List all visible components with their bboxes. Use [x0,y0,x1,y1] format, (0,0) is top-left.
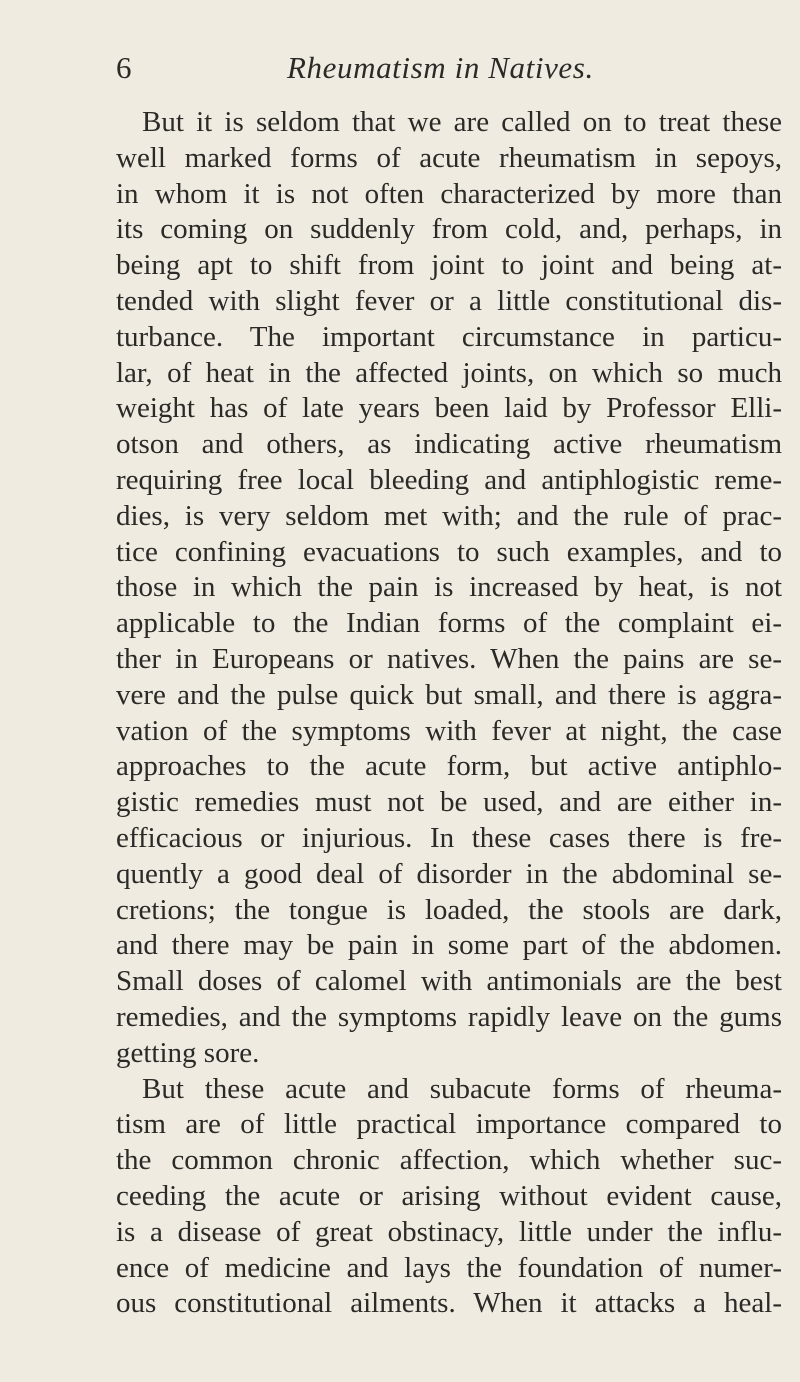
text-line: in whom it is not often characterized by more than [116,177,782,210]
text-line: tice confining evacuations to such examples, and to [116,535,782,568]
text-line: remedies, and the symptoms rapidly leave on the gums [116,1000,782,1033]
text-line: vere and the pulse quick but small, and there is aggra- [116,678,782,711]
text-line: quently a good deal of disorder in the abdominal se- [116,857,782,890]
text-line: vation of the symptoms with fever at night, the case [116,714,782,747]
paragraph-1 [116,105,782,1072]
page-header [0,46,800,90]
text-line: cretions; the tongue is loaded, the stools are dark, [116,893,782,926]
text-line: those in which the pain is increased by heat, is not [116,571,782,604]
text-line: tended with slight fever or a little constitutional dis- [116,284,782,317]
text-line: approaches to the acute form, but active antiphlo- [116,750,782,783]
text-line: But it is seldom that we are called on to treat these [142,106,782,138]
text-line: requiring free local bleeding and antiphlogistic reme- [116,463,782,496]
text-line: getting sore. [116,1036,260,1069]
text-line: the common chronic affection, which whether suc- [116,1144,782,1177]
body-text [116,105,782,1322]
text-line: well marked forms of acute rheumatism in sepoys, [116,141,782,174]
text-line: ous constitutional ailments. When it attacks a heal- [116,1287,782,1320]
text-line: ence of medicine and lays the foundation of numer- [116,1251,782,1284]
text-line: otson and others, as indicating active rheumatism [116,428,782,461]
text-line: lar, of heat in the affected joints, on which so much [116,356,782,389]
paragraph-2 [116,1072,782,1323]
running-title: Rheumatism in Natives. [287,50,594,85]
text-line: is a disease of great obstinacy, little under the influ- [116,1215,782,1248]
text-line: being apt to shift from joint to joint and being at- [116,249,782,282]
text-line: efficacious or injurious. In these cases there is fre- [116,821,782,854]
text-line: gistic remedies must not be used, and are either in- [116,786,782,819]
text-line: But these acute and subacute forms of rheuma- [142,1072,782,1105]
text-line: Small doses of calomel with antimonials are the best [116,965,782,998]
text-line: and there may be pain in some part of the abdomen. [116,929,782,962]
text-line: tism are of little practical importance compared to [116,1108,782,1141]
text-line: dies, is very seldom met with; and the rule of prac- [116,499,782,532]
page-number: 6 [116,50,132,85]
text-line: applicable to the Indian forms of the complaint ei- [116,607,782,640]
text-line: ceeding the acute or arising without evident cause, [116,1179,782,1212]
text-line: its coming on suddenly from cold, and, perhaps, in [116,213,782,246]
text-line: weight has of late years been laid by Professor Elli- [116,392,782,425]
text-line: turbance. The important circumstance in particu- [116,320,782,353]
text-line: ther in Europeans or natives. When the pains are se- [116,642,782,675]
